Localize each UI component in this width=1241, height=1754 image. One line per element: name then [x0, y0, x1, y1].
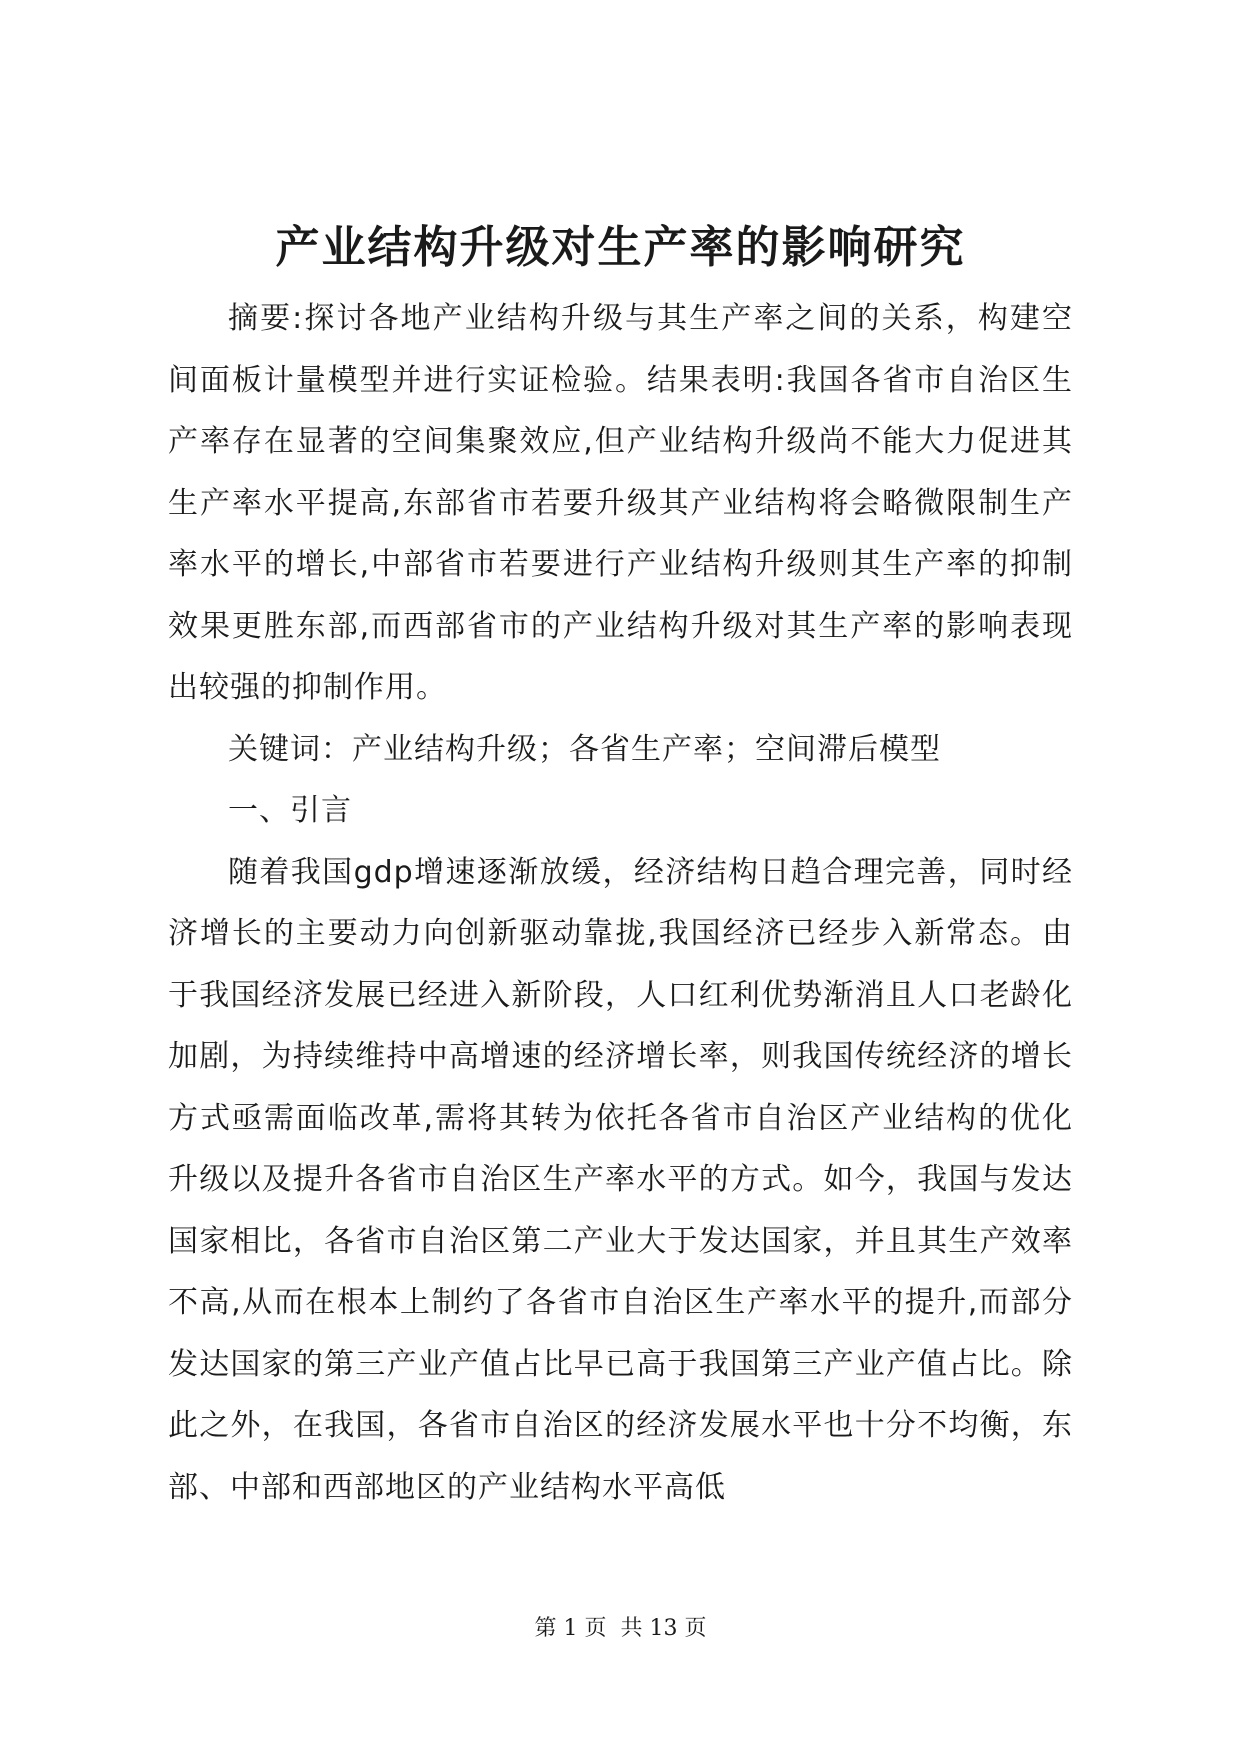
page-footer — [0, 1614, 1241, 1644]
keywords-paragraph: 关键词：产业结构升级；各省生产率；空间滞后模型 — [228, 731, 941, 767]
body-paragraph: 随着我国gdp增速逐渐放缓，经济结构日趋合理完善，同时经济增长的主要动力向创新驱动靠拢,我国经济已经步入新常态。由于我国经济发展已经进入新阶段，人口红利优势渐消且人口老龄化加剧，为持续维持中高增速的经济增长率，则我国传统经济的增长方式亟需面临改革,需将其转为依托各省市自治区产业结构的优化升级以及提升各省市自治区生产率水平的方式。如今，我国与发达国家相比，各省市自治区第二产业大于发达国家，并且其生产效率不高,从而在根本上制约了各省市自治区生产率水平的提升,而部分发达国家的第三产业产值占比早已高于我国第三产业产值占比。除此之外，在我国，各省市自治区的经济发展水平也十分不均衡，东部、中部和西部地区的产业结构水平高低 — [168, 854, 1073, 1505]
document-title: 产业结构升级对生产率的影响研究 — [275, 222, 966, 273]
page-number: 第 1 页 共 13 页 — [534, 1616, 707, 1641]
document-body — [168, 288, 1073, 1518]
section-heading: 一、引言 — [228, 793, 352, 828]
abstract-paragraph: 摘要:探讨各地产业结构升级与其生产率之间的关系，构建空间面板计量模型并进行实证检验。结果表明:我国各省市自治区生产率存在显著的空间集聚效应,但产业结构升级尚不能大力促进其生产率水平提高,东部省市若要升级其产业结构将会略微限制生产率水平的增长,中部省市若要进行产业结构升级则其生产率的抑制效果更胜东部,而西部省市的产业结构升级对其生产率的影响表现出较强的抑制作用。 — [168, 301, 1073, 705]
